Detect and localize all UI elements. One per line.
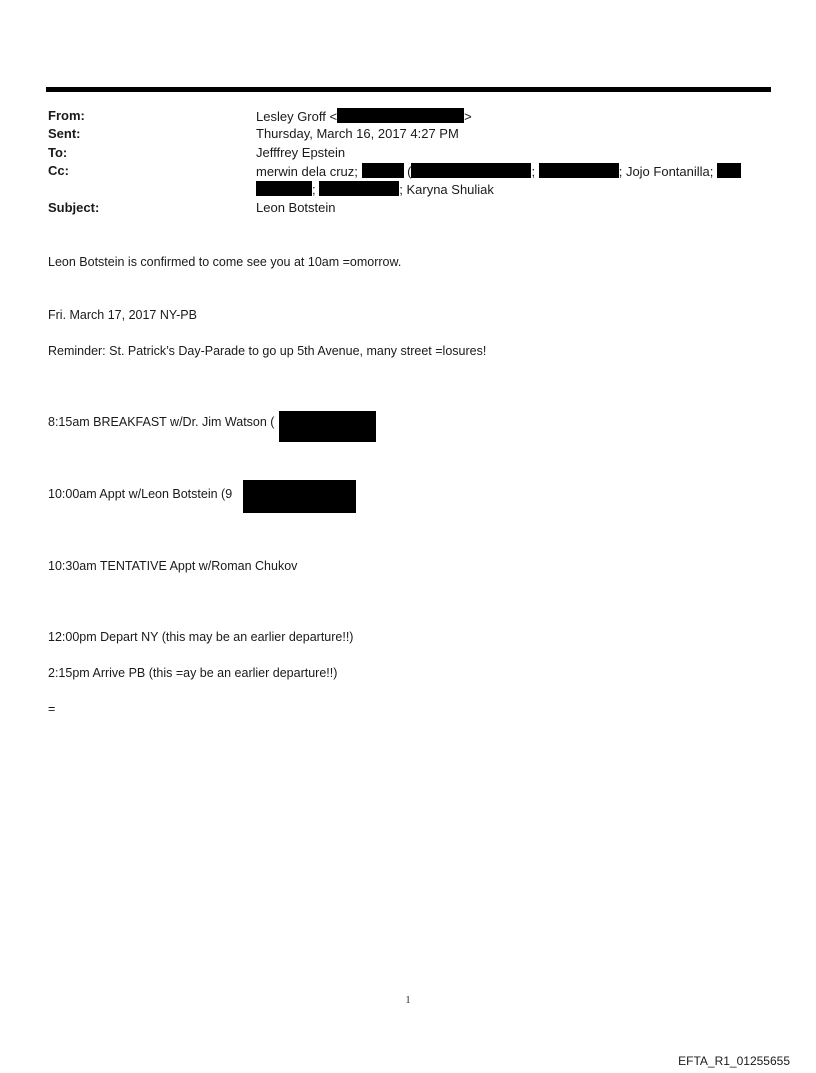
page-number: 1	[405, 995, 411, 1006]
redaction-block	[279, 411, 376, 442]
redaction-block	[411, 163, 531, 178]
cc-sep: ;	[312, 182, 316, 197]
body-line-equals: =	[48, 702, 56, 716]
sent-value: Thursday, March 16, 2017 4:27 PM	[256, 126, 459, 141]
from-value	[256, 108, 472, 125]
body-line-tentative-appt: 10:30am TENTATIVE Appt w/Roman Chukov	[48, 559, 298, 573]
redaction-block	[319, 181, 399, 196]
redaction-block	[539, 163, 619, 178]
cc-name-3: ; Karyna Shuliak	[399, 182, 494, 197]
cc-name-1: merwin dela cruz;	[256, 164, 358, 179]
from-close: >	[464, 109, 472, 124]
cc-label: Cc:	[48, 163, 69, 178]
to-label: To:	[48, 145, 68, 160]
sent-label: Sent:	[48, 126, 81, 141]
from-name: Lesley Groff <	[256, 109, 338, 124]
body-line-appt-botstein: 10:00am Appt w/Leon Botstein (9	[48, 487, 233, 501]
cc-value-line1	[256, 163, 741, 180]
to-value: Jefffrey Epstein	[256, 145, 346, 160]
body-line-date: Fri. March 17, 2017 NY-PB	[48, 308, 197, 322]
body-line-arrive: 2:15pm Arrive PB (this =ay be an earlier departure!!)	[48, 666, 338, 680]
body-line-depart: 12:00pm Depart NY (this may be an earlier departure!!)	[48, 630, 354, 644]
cc-paren: (	[407, 164, 412, 179]
subject-label: Subject:	[48, 200, 100, 215]
document-id: EFTA_R1_01255655	[678, 1054, 790, 1068]
redaction-block	[717, 163, 741, 178]
body-line-reminder: Reminder: St. Patrick’s Day-Parade to go up 5th Avenue, many street =losures!	[48, 344, 487, 358]
cc-name-2: ; Jojo Fontanilla;	[618, 164, 714, 179]
redaction-block	[243, 480, 356, 513]
header-rule	[46, 87, 771, 92]
subject-value: Leon Botstein	[256, 200, 336, 215]
body-line-breakfast: 8:15am BREAKFAST w/Dr. Jim Watson (	[48, 415, 275, 429]
redaction-block	[256, 181, 312, 196]
cc-value-line2	[256, 181, 494, 198]
from-label: From:	[48, 108, 85, 123]
body-line-confirmation: Leon Botstein is confirmed to come see you at 10am =omorrow.	[48, 255, 402, 269]
redaction-block	[337, 108, 464, 123]
cc-sep: ;	[531, 164, 536, 179]
redaction-block	[362, 163, 404, 178]
